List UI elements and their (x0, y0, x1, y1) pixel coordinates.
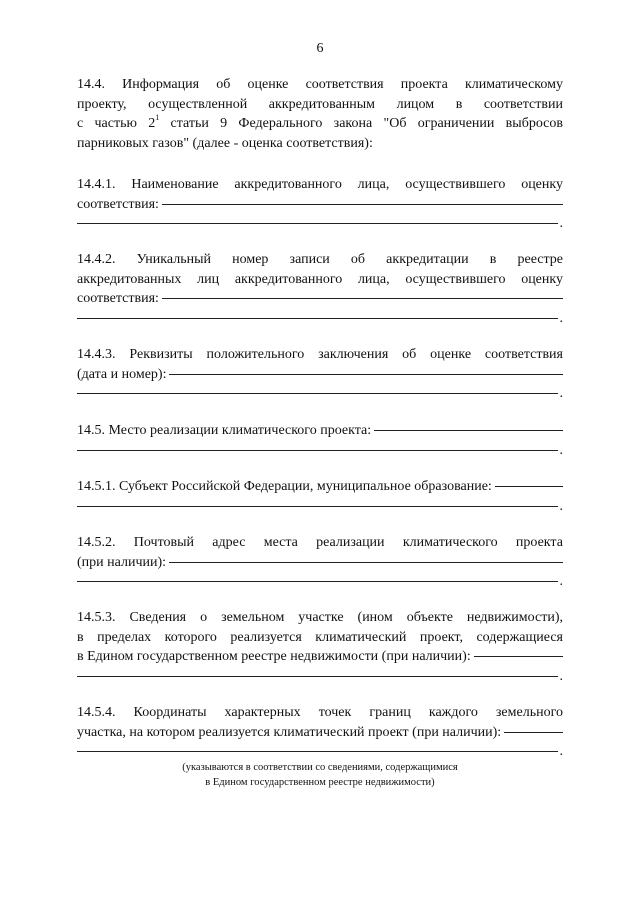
field-label: (при наличии): (77, 554, 167, 570)
section-14-4-2 (77, 250, 563, 328)
section-14-4-line-4: парниковых газов" (далее - оценка соответствия): (77, 135, 373, 151)
word: об (350, 252, 366, 267)
section-14-5-3-line-4 (77, 667, 563, 687)
word: адрес (212, 535, 246, 550)
section-14-5-4-line-2 (77, 723, 563, 743)
section-14-5-4 (77, 703, 563, 762)
postal-address-field[interactable] (169, 562, 563, 563)
period: . (559, 216, 563, 231)
federal-subject-field[interactable] (495, 486, 563, 487)
word: климатическому (464, 77, 563, 92)
section-14-4-line-3 (77, 114, 563, 134)
word: соответствия (305, 77, 384, 92)
superscript: 1 (155, 113, 160, 123)
section-14-4-3-line-1 (77, 345, 563, 365)
section-14-4-1-line-3 (77, 214, 563, 234)
word: места (263, 535, 298, 550)
word: оценке (247, 77, 289, 92)
accreditation-record-number-field[interactable] (162, 298, 563, 299)
word: реализации (316, 535, 385, 550)
section-14-5-line-1 (77, 421, 563, 441)
land-plot-info-field[interactable] (474, 656, 563, 657)
section-number: 14.4.3. (77, 347, 116, 362)
section-14-5-3-line-2: в пределах которого реализуется климатический проект, содержащиеся (77, 629, 563, 645)
word: проекту, (77, 96, 127, 112)
word: в (489, 252, 497, 267)
word: проекта (400, 77, 448, 92)
conclusion-details-field-continued[interactable] (77, 393, 558, 394)
field-label: в Едином государственном реестре недвижимости (при наличии): (77, 649, 471, 664)
section-14-5-4-line-1 (77, 703, 563, 723)
section-14-4-line-1 (77, 75, 563, 95)
section-14-5-2-line-2 (77, 553, 563, 573)
field-label: Место реализации климатического проекта: (108, 423, 372, 438)
section-14-4-3-line-3 (77, 384, 563, 404)
word: характерных (224, 705, 301, 720)
word: реестре (517, 252, 563, 267)
word: Информация (122, 77, 200, 92)
section-14-5-1 (77, 477, 563, 516)
section-number: 14.4. (77, 77, 105, 92)
section-14-4-1 (77, 175, 563, 234)
section-14-5-3-line-3 (77, 647, 563, 667)
word: соответствии (483, 96, 563, 112)
field-label: соответствия: (77, 196, 159, 212)
word: об (216, 77, 231, 92)
section-14-5-line-2 (77, 441, 563, 461)
accreditation-record-number-field-continued[interactable] (77, 318, 558, 319)
section-14-5-4-line-3 (77, 742, 563, 762)
word: записи (289, 252, 330, 267)
name-of-accredited-person-field-continued[interactable] (77, 223, 558, 224)
text: Реквизиты положительного заключения об оценке соответствия (129, 347, 563, 362)
word: номер (232, 252, 269, 267)
section-14-4-2-line-3 (77, 289, 563, 309)
word: в (455, 96, 463, 112)
text: Сведения о земельном участке (ином объекте недвижимости), (129, 610, 563, 625)
name-of-accredited-person-field[interactable] (162, 204, 563, 205)
section-14-4-3-line-2 (77, 365, 563, 385)
word: аккредитации (386, 252, 469, 267)
project-location-field-continued[interactable] (77, 450, 558, 451)
field-label: Субъект Российской Федерации, муниципальное образование: (119, 479, 492, 494)
section-number: 14.5.2. (77, 535, 116, 550)
field-label: соответствия: (77, 291, 159, 306)
section-number: 14.5.4. (77, 705, 116, 720)
word: Почтовый (133, 535, 195, 550)
postal-address-field-continued[interactable] (77, 581, 558, 582)
section-14-5-1-line-2 (77, 497, 563, 517)
section-14-5-3 (77, 608, 563, 686)
section-number: 14.5.1. (77, 479, 116, 494)
land-plot-info-field-continued[interactable] (77, 676, 558, 677)
word: Координаты (133, 705, 207, 720)
footnote-line-2: в Едином государственном реестре недвижимости) (205, 777, 435, 788)
project-location-field[interactable] (374, 430, 563, 431)
section-14-4-1-line-1 (77, 175, 563, 195)
word: проекта (515, 535, 563, 550)
period: . (559, 442, 563, 458)
footnote-line-1: (указываются в соответствии со сведениями, содержащимися (182, 762, 458, 773)
section-14-4 (77, 75, 563, 153)
period: . (559, 574, 563, 589)
section-number: 14.5.3. (77, 610, 116, 625)
word: границ (369, 705, 411, 720)
footnote (77, 760, 563, 790)
period: . (559, 386, 563, 401)
period: . (559, 744, 563, 759)
conclusion-details-field[interactable] (169, 374, 563, 375)
section-14-5-2-line-3 (77, 572, 563, 592)
section-14-4-1-line-2 (77, 195, 563, 215)
field-label: (дата и номер): (77, 366, 167, 382)
word: аккредитованным (268, 96, 376, 112)
field-label: участка, на котором реализуется климатический проект (при наличии): (77, 724, 502, 740)
text: Наименование аккредитованного лица, осуществившего оценку (131, 177, 563, 192)
section-number: 14.4.1. (77, 177, 116, 192)
word: лицом (396, 96, 435, 112)
section-14-4-2-line-1 (77, 250, 563, 270)
word: осуществленной (148, 96, 248, 112)
period: . (559, 498, 563, 514)
section-14-5-2-line-1 (77, 533, 563, 553)
period: . (559, 310, 563, 326)
word: Уникальный (136, 252, 211, 267)
word: климатического (402, 535, 498, 550)
section-14-4-2-line-4 (77, 309, 563, 329)
boundary-coordinates-field[interactable] (504, 732, 563, 733)
section-14-5-2 (77, 533, 563, 592)
period: . (559, 668, 563, 684)
section-14-4-2-line-2: аккредитованных лиц аккредитованного лица, осуществившего оценку (77, 271, 563, 287)
section-14-5-1-line-1 (77, 477, 563, 497)
section-14-5-3-line-1 (77, 608, 563, 628)
section-number: 14.4.2. (77, 252, 116, 267)
word: земельного (495, 705, 563, 720)
boundary-coordinates-field-continued[interactable] (77, 751, 558, 752)
word: точек (318, 705, 352, 720)
section-14-5 (77, 421, 563, 460)
word: каждого (428, 705, 478, 720)
federal-subject-field-continued[interactable] (77, 506, 558, 507)
text: статьи 9 Федерального закона "Об ограничении выбросов (159, 116, 563, 131)
section-number: 14.5. (77, 423, 105, 438)
text: с частью 2 (77, 116, 156, 131)
section-14-4-line-2 (77, 95, 563, 115)
page-number: 6 (316, 41, 324, 56)
section-14-4-3 (77, 345, 563, 404)
